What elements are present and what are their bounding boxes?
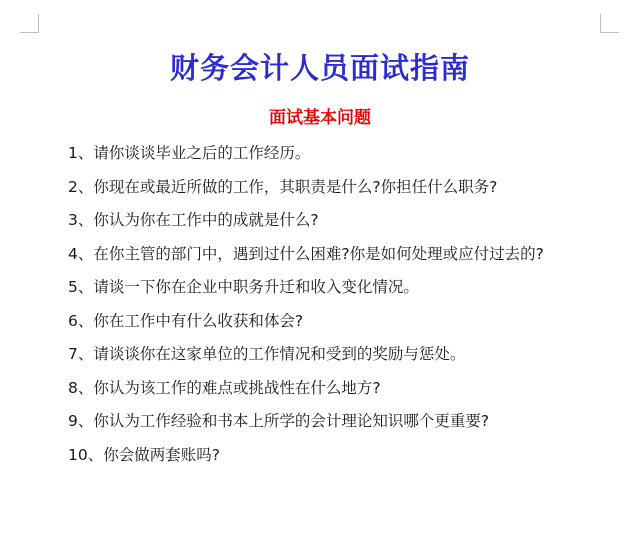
question-item-6: 6、你在工作中有什么收获和体会?: [68, 311, 304, 330]
question-item-3: 3、你认为你在工作中的成就是什么?: [68, 211, 319, 229]
crop-mark-top-left: [20, 14, 39, 33]
question-item-2: 2、你现在或最近所做的工作，其职责是什么?你担任什么职务?: [68, 177, 498, 196]
question-item-7: 7、请谈谈你在这家单位的工作情况和受到的奖励与惩处。: [68, 345, 466, 363]
question-item-5: 5、请谈一下你在企业中职务升迁和收入变化情况。: [68, 278, 419, 296]
question-item-10: 10、你会做两套账吗?: [68, 445, 220, 464]
crop-mark-top-right: [600, 14, 619, 33]
document-title: 财务会计人员面试指南: [169, 51, 470, 85]
question-item-9: 9、你认为工作经验和书本上所学的会计理论知识哪个更重要?: [68, 412, 490, 430]
question-item-1: 1、请你谈谈毕业之后的工作经历。: [68, 144, 311, 162]
question-item-4: 4、在你主管的部门中，遇到过什么困难?你是如何处理或应付过去的?: [68, 244, 544, 263]
question-list: [68, 141, 544, 476]
section-heading: 面试基本问题: [269, 108, 371, 128]
question-item-8: 8、你认为该工作的难点或挑战性在什么地方?: [68, 378, 381, 397]
